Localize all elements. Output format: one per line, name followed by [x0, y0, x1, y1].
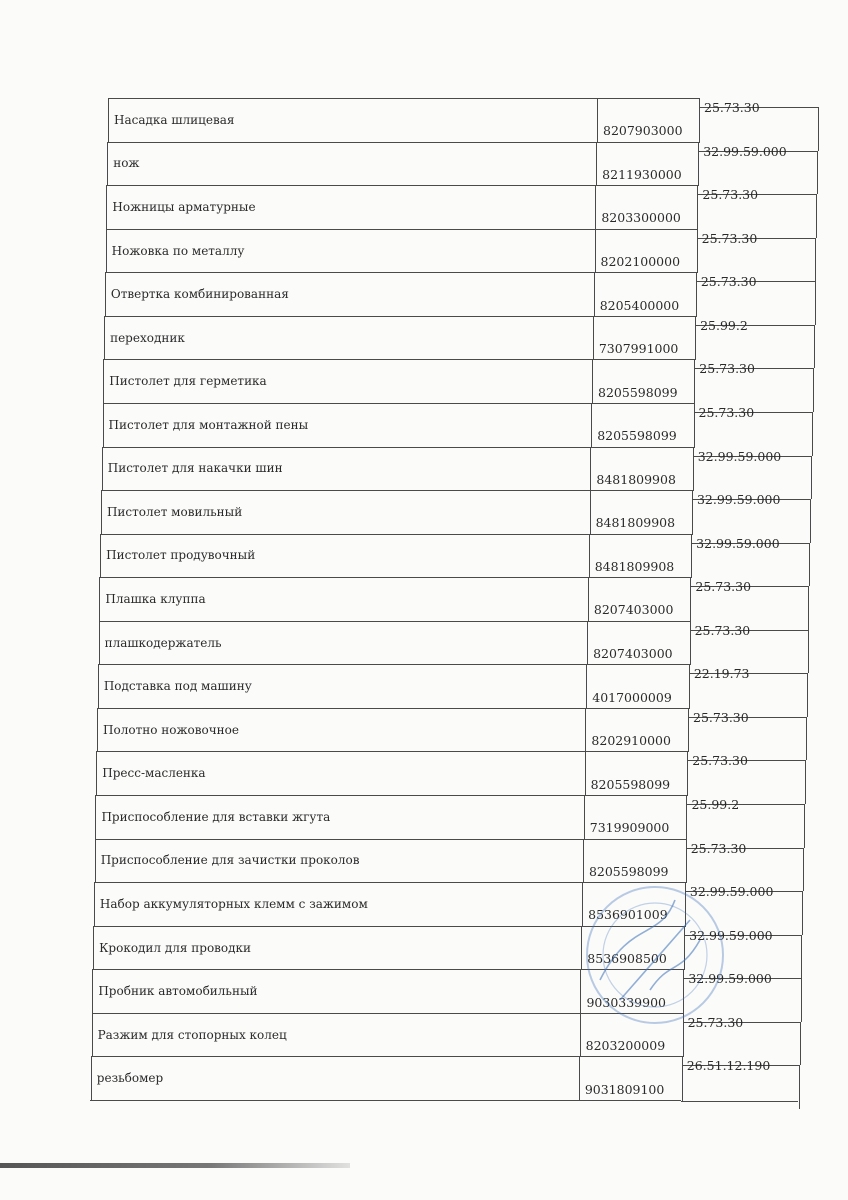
item-name: нож [113, 156, 140, 171]
table-rule [101, 490, 692, 491]
table-rule [106, 229, 107, 272]
item-name: Приспособление для вставки жгута [101, 809, 331, 824]
table-rule [102, 447, 693, 448]
item-name: Пистолет продувочный [106, 548, 256, 563]
table-rule [92, 1013, 93, 1056]
table-rule [590, 490, 591, 534]
tn-ved-code: 8205598099 [590, 776, 671, 792]
table-rule [595, 185, 596, 229]
tn-ved-code: 8203300000 [601, 210, 681, 226]
table-rule [815, 281, 816, 325]
table-rule [108, 98, 699, 99]
tn-ved-code: 8202100000 [600, 253, 681, 269]
table-rule [96, 751, 97, 795]
table-rule [809, 543, 810, 586]
table-rule [106, 185, 697, 186]
table-rule [801, 978, 802, 1022]
table-rule [100, 534, 101, 577]
table-rule [695, 316, 696, 360]
table-rule [811, 456, 812, 499]
tn-ved-code: 8536908500 [587, 951, 667, 966]
table-rule [804, 804, 805, 848]
table-rule [105, 272, 696, 273]
table-rule [93, 926, 94, 969]
okpd2-code: 25.99.2 [691, 797, 740, 813]
table-rule [812, 412, 813, 456]
table-rule [101, 490, 102, 534]
item-name: Крокодил для проводки [99, 940, 252, 955]
table-rule [585, 708, 586, 751]
item-name: Насадка шлицевая [114, 112, 235, 127]
table-rule [800, 1022, 801, 1065]
table-rule [579, 1056, 580, 1100]
table-rule [688, 708, 689, 752]
table-rule [97, 708, 98, 751]
table-rule [92, 969, 93, 1013]
tn-ved-code: 9030339900 [586, 994, 666, 1010]
item-name: Пресс-масленка [102, 766, 206, 781]
tn-ved-code: 8207403000 [593, 602, 674, 618]
item-name: Ножницы арматурные [112, 199, 256, 214]
table-rule [584, 795, 585, 839]
tn-ved-code: 8205598099 [588, 863, 669, 879]
table-rule [95, 795, 686, 796]
item-name: Пистолет для монтажной пены [108, 417, 309, 432]
item-name: Ножовка по металлу [111, 243, 245, 258]
table-rule [689, 664, 690, 709]
table-rule [589, 534, 590, 577]
table-rule [104, 316, 105, 359]
table-rule [808, 630, 809, 673]
table-rule [103, 359, 694, 360]
item-name: Приспособление для зачистки проколов [100, 853, 360, 868]
okpd2-code: 25.73.30 [692, 753, 748, 769]
table-rule [102, 447, 103, 490]
table-rule [806, 717, 807, 760]
table-rule [682, 1056, 683, 1101]
table-rule [815, 238, 816, 281]
item-name: Разжим для стопорных колец [97, 1027, 287, 1042]
okpd2-code: 25.73.30 [698, 404, 755, 420]
table-rule [105, 272, 106, 316]
table-rule [694, 403, 695, 448]
item-name: Пробник автомобильный [98, 984, 258, 999]
table-rule [90, 1100, 681, 1101]
tn-ved-code: 8481809908 [595, 515, 676, 531]
okpd2-code: 25.73.30 [700, 274, 757, 290]
table-rule [95, 839, 686, 840]
table-rule [100, 534, 691, 535]
okpd2-code: 25.99.2 [700, 317, 748, 333]
tn-ved-code: 8203200009 [585, 1038, 666, 1054]
table-rule [686, 795, 687, 840]
okpd2-code: 32.99.59.000 [703, 143, 787, 159]
table-rule [91, 1056, 682, 1057]
tn-ved-code: 8207903000 [603, 123, 683, 139]
okpd2-code: 32.99.59.000 [696, 535, 780, 551]
table-rule [801, 935, 802, 978]
okpd2-code: 25.73.30 [704, 100, 760, 115]
item-name: плашкодержатель [104, 635, 222, 650]
table-rule [697, 185, 698, 230]
tn-ved-code: 8205598099 [598, 384, 678, 400]
table-rule [586, 664, 587, 708]
table-rule [691, 534, 692, 578]
okpd2-code: 32.99.59.000 [697, 448, 782, 464]
table-rule [103, 403, 694, 404]
table-rule [593, 316, 594, 359]
table-rule [595, 229, 596, 272]
okpd2-code: 25.73.30 [693, 709, 749, 725]
tn-ved-code: 7307991000 [598, 341, 679, 357]
tn-ved-code: 4017000009 [592, 689, 672, 705]
okpd2-code: 25.73.30 [699, 361, 755, 377]
okpd2-code: 26.51.12.190 [686, 1058, 771, 1074]
item-name: Набор аккумуляторных клемм с зажимом [99, 896, 368, 911]
table-rule [103, 359, 104, 403]
tn-ved-code: 8481809908 [594, 558, 675, 574]
table-rule [597, 98, 598, 142]
tn-ved-code: 8205400000 [599, 297, 680, 313]
tn-ved-code: 8202910000 [591, 733, 671, 749]
table-rule [95, 839, 96, 882]
table-rule [816, 194, 817, 238]
table-rule [97, 708, 688, 709]
table-rule [106, 229, 697, 230]
table-rule [587, 621, 588, 664]
okpd2-code: 25.73.30 [701, 230, 758, 246]
table-rule [91, 1056, 92, 1100]
table-rule [106, 185, 107, 229]
table-rule [698, 142, 699, 186]
table-rule [94, 882, 95, 926]
okpd2-code: 25.73.30 [694, 622, 751, 638]
table-rule [596, 142, 597, 185]
table-rule [690, 577, 691, 622]
okpd2-code: 25.73.30 [702, 187, 759, 203]
tn-ved-code: 7319909000 [589, 820, 670, 836]
table-rule [104, 316, 695, 317]
table-rule [803, 848, 804, 891]
item-name: Пистолет для накачки шин [107, 461, 283, 476]
table-rule [99, 577, 690, 578]
table-rule [693, 447, 694, 491]
table-rule [692, 490, 693, 535]
item-name: Отвертка комбинированная [110, 287, 289, 302]
table-rule [686, 839, 687, 883]
table-rule [813, 368, 814, 412]
table-rule [585, 751, 586, 795]
table-rule [810, 499, 811, 543]
table-rule [99, 621, 690, 622]
table-rule [818, 107, 819, 151]
tn-ved-code: 9031809100 [584, 1081, 665, 1097]
tn-ved-code: 8205598099 [597, 428, 677, 444]
okpd2-code: 32.99.59.000 [696, 492, 781, 508]
table-rule [687, 751, 688, 796]
tn-ved-code: 8211930000 [602, 166, 682, 182]
okpd2-code: 25.73.30 [695, 579, 752, 595]
tn-ved-code: 8207403000 [593, 646, 673, 662]
table-rule [588, 577, 589, 621]
item-name: Полотно ножовочное [103, 722, 239, 737]
okpd2-code: 25.73.30 [687, 1014, 744, 1030]
table-rule [96, 751, 687, 752]
table-rule [699, 98, 700, 143]
table-rule [583, 839, 584, 882]
table-rule [802, 891, 803, 935]
table-rule [799, 1065, 800, 1109]
table-rule [590, 447, 591, 490]
table-rule [103, 403, 104, 447]
table-rule [697, 229, 698, 273]
round-seal-stamp [560, 880, 730, 1050]
table-rule [681, 1101, 798, 1102]
table-rule [696, 272, 697, 317]
table-rule [808, 586, 809, 630]
okpd2-code: 32.99.59.000 [689, 927, 773, 943]
table-rule [690, 621, 691, 665]
item-name: переходник [110, 330, 185, 345]
okpd2-code: 32.99.59.000 [689, 884, 774, 900]
item-name: Пистолет мовильный [106, 504, 243, 519]
okpd2-code: 32.99.59.000 [688, 971, 772, 987]
table-rule [805, 760, 806, 804]
table-rule [814, 325, 815, 368]
table-rule [108, 98, 109, 142]
table-rule [594, 272, 595, 316]
table-rule [694, 359, 695, 404]
okpd2-code: 25.73.30 [690, 840, 747, 856]
table-rule [95, 795, 96, 839]
table-rule [807, 673, 808, 717]
table-rule [592, 359, 593, 403]
table-rule [98, 664, 99, 708]
table-rule [99, 577, 100, 621]
table-rule [107, 142, 698, 143]
okpd2-code: 22.19.73 [693, 666, 750, 682]
table-rule [591, 403, 592, 447]
item-name: Подставка под машину [103, 679, 252, 694]
scan-edge-mark [0, 1163, 350, 1168]
table-rule [98, 664, 689, 665]
item-name: резьбомер [96, 1071, 164, 1086]
item-name: Плашка клуппа [105, 592, 206, 607]
tn-ved-code: 8481809908 [596, 471, 676, 487]
item-name: Пистолет для герметика [109, 374, 267, 389]
table-rule [99, 621, 100, 664]
tn-ved-code: 8536901009 [588, 907, 668, 923]
table-rule [107, 142, 108, 185]
table-rule [817, 151, 818, 194]
